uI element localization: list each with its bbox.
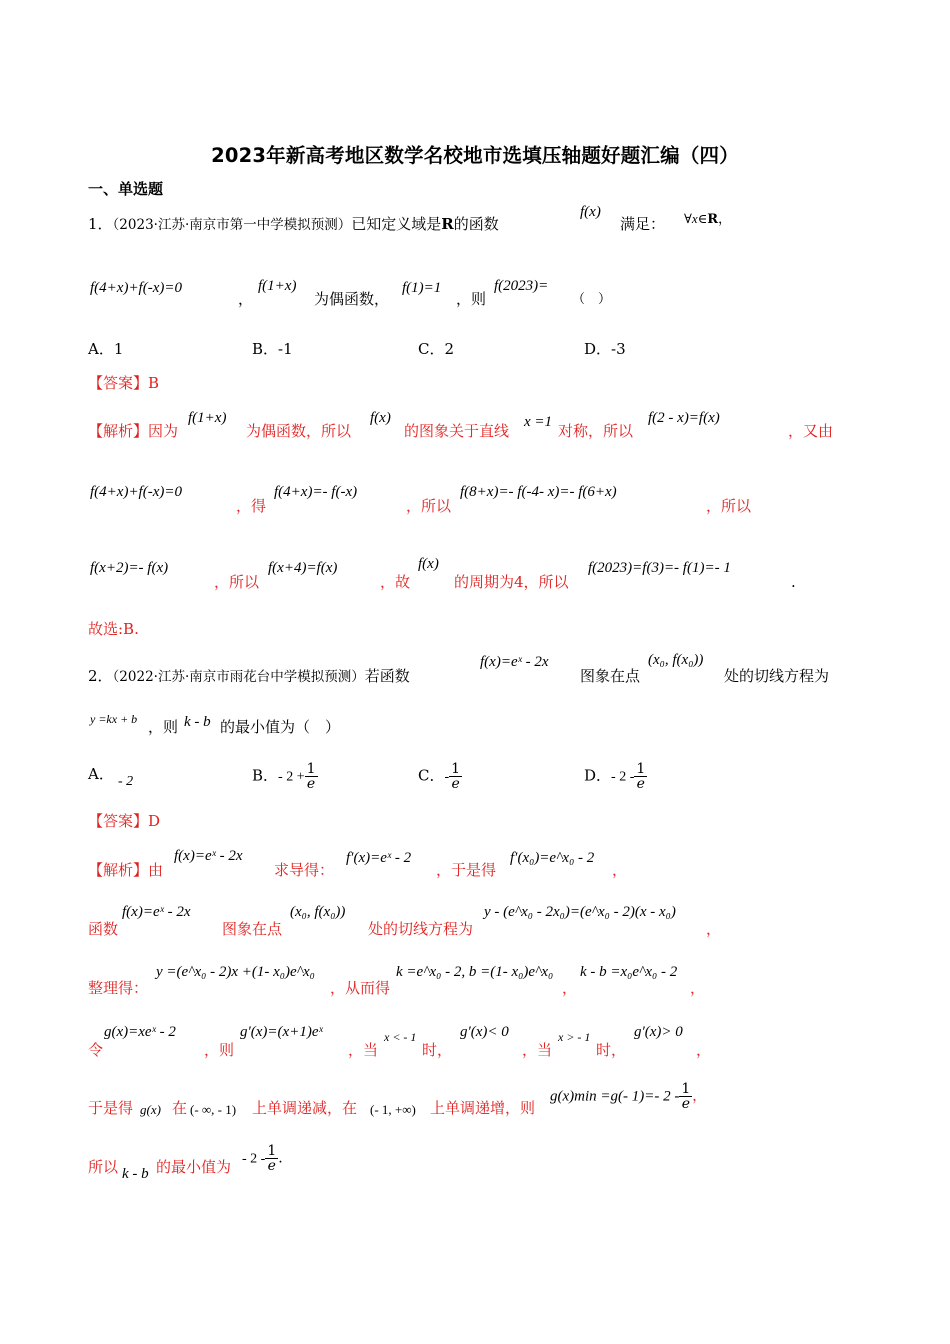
option-value: -1 [278, 340, 293, 358]
q2-r2-pt: (x₀, f(x₀)) [290, 904, 346, 920]
q2-r4-gd: g′(x)=(x+1)eˣ [240, 1024, 323, 1040]
option-fraction [449, 762, 462, 791]
q1-b1t: ，得 [236, 497, 267, 515]
q1-b3t: ，所以 [706, 497, 752, 515]
q2-r5-min [550, 1082, 706, 1111]
q1-stem-text: 已知定义域是 [351, 215, 442, 233]
q1-even: 为偶函数， [314, 290, 390, 308]
q1-number: 1． [88, 215, 113, 233]
fraction-denominator: e [636, 776, 645, 792]
q2-r2-t1: 图象在点 [222, 920, 283, 938]
q2-stem-b: 图象在点 [580, 667, 641, 685]
q2-source: （2022·江苏·南京市雨花台中学模拟预测） [112, 669, 365, 685]
q1-b2t: ，所以 [406, 497, 452, 515]
q1-cond3: f(1)=1 [402, 280, 442, 296]
q1-fx: f(x) [580, 204, 601, 220]
fraction-numerator: 1 [636, 761, 646, 777]
q1-a2: f(x) [370, 410, 391, 426]
option-fraction [305, 762, 318, 791]
q1-a3t: 对称，所以 [558, 422, 634, 440]
q2-option-c [418, 762, 462, 791]
q2-r1-d: f′(x)=eˣ - 2 [346, 850, 412, 866]
q2-r6-fraction [265, 1144, 278, 1173]
q2-r2-t2: 处的切线方程为 [368, 920, 474, 938]
option-fraction [634, 762, 647, 791]
q2-r4-pos: g′(x)> 0 [634, 1024, 683, 1040]
q1-stem [88, 214, 499, 235]
q2-r5-t2: 上单调递减，在 [252, 1099, 358, 1117]
option-letter: C． [418, 766, 445, 785]
q2-stem [88, 666, 410, 687]
q1-forall-comma: ， [718, 212, 732, 227]
option-letter: D． [584, 340, 612, 358]
section-heading: 一、单选题 [88, 180, 164, 198]
q1-cond1: f(4+x)+f(-x)=0 [90, 280, 182, 296]
q1-ask: f(2023)= [494, 278, 549, 294]
q2-r3-t0: 整理得： [88, 979, 149, 997]
q1-c3: f(x) [418, 556, 439, 572]
fraction-numerator: 1 [681, 1081, 691, 1097]
q2-kb: k - b [184, 714, 211, 730]
q2-analysis-label: 【解析】由 [88, 861, 164, 879]
q2-r3-eq: y =(e^x₀ - 2)x +(1- x₀)e^x₀ [156, 964, 315, 980]
q2-r1-t3: ， [612, 861, 628, 879]
option-letter: A． [88, 765, 114, 783]
q1-a1: f(1+x) [188, 410, 227, 426]
q2-r2-func: f(x)=eˣ - 2x [122, 904, 191, 920]
q2-r4-c2: x > - 1 [558, 1030, 591, 1044]
q1-c3t: 的周期为4，所以 [454, 573, 569, 591]
q2-stem-c: 处的切线方程为 [724, 667, 830, 685]
q2-r4-neg: g′(x)< 0 [460, 1024, 509, 1040]
q2-r4-t6: ， [696, 1041, 712, 1059]
q1-c4: f(2023)=f(3)=- f(1)=- 1 [588, 560, 731, 576]
q1-a1t: 为偶函数，所以 [246, 422, 352, 440]
q2-r4-t4: ，当 [522, 1041, 553, 1059]
q1-blank: （ ） [572, 292, 612, 307]
fraction-numerator: 1 [306, 761, 316, 777]
q1-then: ，则 [456, 290, 487, 308]
q2-r4-t5: 时， [596, 1041, 627, 1059]
q1-a2t: 的图象关于直线 [404, 422, 510, 440]
q2-r3-eq3: k - b =x₀e^x₀ - 2 [580, 964, 678, 980]
q1-source: （2023·江苏·南京市第一中学模拟预测） [112, 217, 352, 233]
q1-c1: f(x+2)=- f(x) [90, 560, 169, 576]
q1-c4t: . [791, 573, 796, 591]
q2-r5-min-expr: g(x)min =g(- 1)=- 2 - [550, 1088, 680, 1105]
q2-option-a-value: - 2 [118, 774, 134, 789]
q2-r6-t0: 所以 [88, 1158, 119, 1176]
option-letter: C． [418, 340, 445, 358]
q1-option-d [584, 339, 626, 359]
q2-r3-t2: ， [562, 979, 578, 997]
q2-r5-t4: ， [692, 1088, 707, 1105]
q2-r5-i2: (- 1, +∞) [370, 1102, 416, 1117]
fraction-denominator: e [306, 776, 316, 792]
q1-a3: x =1 [524, 414, 553, 430]
fraction-numerator: 1 [451, 761, 461, 777]
q1-stem-R: R [441, 215, 454, 233]
q2-stem-e: 的最小值为（ ） [220, 718, 341, 736]
q2-r6-val: - 2 - [242, 1151, 266, 1167]
q1-conclusion: 故选:B. [88, 620, 139, 638]
q2-r4-t1: ，则 [204, 1041, 235, 1059]
q2-r2-t0: 函数 [88, 920, 119, 938]
q2-func: f(x)=eˣ - 2x [480, 654, 549, 670]
q2-r6-value [242, 1144, 283, 1173]
option-letter: A． [88, 340, 114, 358]
q2-r5-i1: (- ∞, - 1) [190, 1102, 237, 1117]
q2-r4-c1: x < - 1 [384, 1030, 417, 1044]
q2-r5-t3: 上单调递增，则 [430, 1099, 536, 1117]
q2-r3-t3: ， [690, 979, 706, 997]
q2-option-a [88, 764, 114, 784]
q2-r5-g: g(x) [140, 1102, 161, 1117]
q2-line: y =kx + b [90, 712, 138, 726]
q1-a4t: ，又由 [788, 422, 834, 440]
q1-stem-text-2: 的函数 [453, 215, 499, 233]
q1-answer: 【答案】B [88, 374, 160, 392]
q2-number: 2． [88, 667, 113, 685]
q2-r4-t2: ，当 [348, 1041, 379, 1059]
option-value: - [444, 769, 450, 785]
q2-r5-fraction [679, 1082, 692, 1111]
option-letter: B． [252, 766, 279, 785]
q2-stem-text: 若函数 [364, 667, 410, 685]
q2-r5-t1: 在 [172, 1099, 188, 1117]
option-letter: D． [584, 766, 612, 785]
q1-option-a [88, 339, 123, 359]
fraction-numerator: 1 [267, 1143, 277, 1159]
option-value: 2 [444, 340, 455, 358]
q1-forall-R: R [707, 212, 719, 227]
q1-satisfies: 满足： [620, 215, 666, 233]
q1-b3: f(8+x)=- f(-4- x)=- f(6+x) [460, 484, 617, 500]
q1-c2: f(x+4)=f(x) [268, 560, 338, 576]
option-value: -3 [611, 340, 626, 358]
option-value: 1 [113, 340, 124, 358]
q2-r5-t0: 于是得 [88, 1099, 134, 1117]
q2-r1-t2: ，于是得 [436, 861, 497, 879]
q1-option-c [418, 339, 454, 359]
q2-r4-t0: 令 [88, 1041, 104, 1059]
q2-option-b [252, 762, 318, 791]
q1-comma-1: ， [238, 290, 254, 308]
q1-c2t: ，故 [380, 573, 411, 591]
q2-r2-t3: ， [706, 920, 722, 938]
fraction-denominator: e [451, 776, 460, 792]
q2-r6-t2: . [278, 1150, 283, 1167]
fraction-denominator: e [267, 1158, 276, 1174]
q2-answer: 【答案】D [88, 812, 161, 830]
q1-forall-symbol: ∀x∈ [684, 211, 708, 226]
q2-r1-d0: f′(x₀)=e^x₀ - 2 [510, 850, 595, 866]
q2-r1-func: f(x)=eˣ - 2x [174, 848, 243, 864]
q2-r4-t3: 时， [422, 1041, 453, 1059]
q2-point: (x₀, f(x₀)) [648, 652, 704, 668]
q1-b2: f(4+x)=- f(-x) [274, 484, 358, 500]
option-value: - 2 + [278, 769, 305, 785]
q2-r3-t1: ，从而得 [330, 979, 391, 997]
page-title: 2023年新高考地区数学名校地市选填压轴题好题汇编（四） [211, 144, 739, 167]
fraction-denominator: e [681, 1096, 690, 1112]
q2-r6-t1: 的最小值为 [156, 1158, 232, 1176]
option-letter: B． [252, 340, 279, 358]
q2-option-d [584, 762, 647, 791]
q1-cond2: f(1+x) [258, 278, 297, 294]
q1-analysis-label: 【解析】因为 [88, 422, 179, 440]
q2-r2-eq: y - (e^x₀ - 2x₀)=(e^x₀ - 2)(x - x₀) [484, 904, 676, 920]
q2-stem-d: ，则 [148, 718, 179, 736]
q1-a4: f(2 - x)=f(x) [648, 410, 720, 426]
q2-r3-eq2: k =e^x₀ - 2, b =(1- x₀)e^x₀ [396, 964, 554, 980]
q1-c1t: ，所以 [214, 573, 260, 591]
q2-r1-t1: 求导得： [274, 861, 335, 879]
q2-r4-g: g(x)=xeˣ - 2 [104, 1024, 176, 1040]
q1-option-b [252, 339, 293, 359]
q1-b1: f(4+x)+f(-x)=0 [90, 484, 182, 500]
option-value: - 2 - [611, 769, 635, 785]
q2-r6-kb: k - b [122, 1166, 149, 1182]
q1-forall [684, 208, 731, 227]
